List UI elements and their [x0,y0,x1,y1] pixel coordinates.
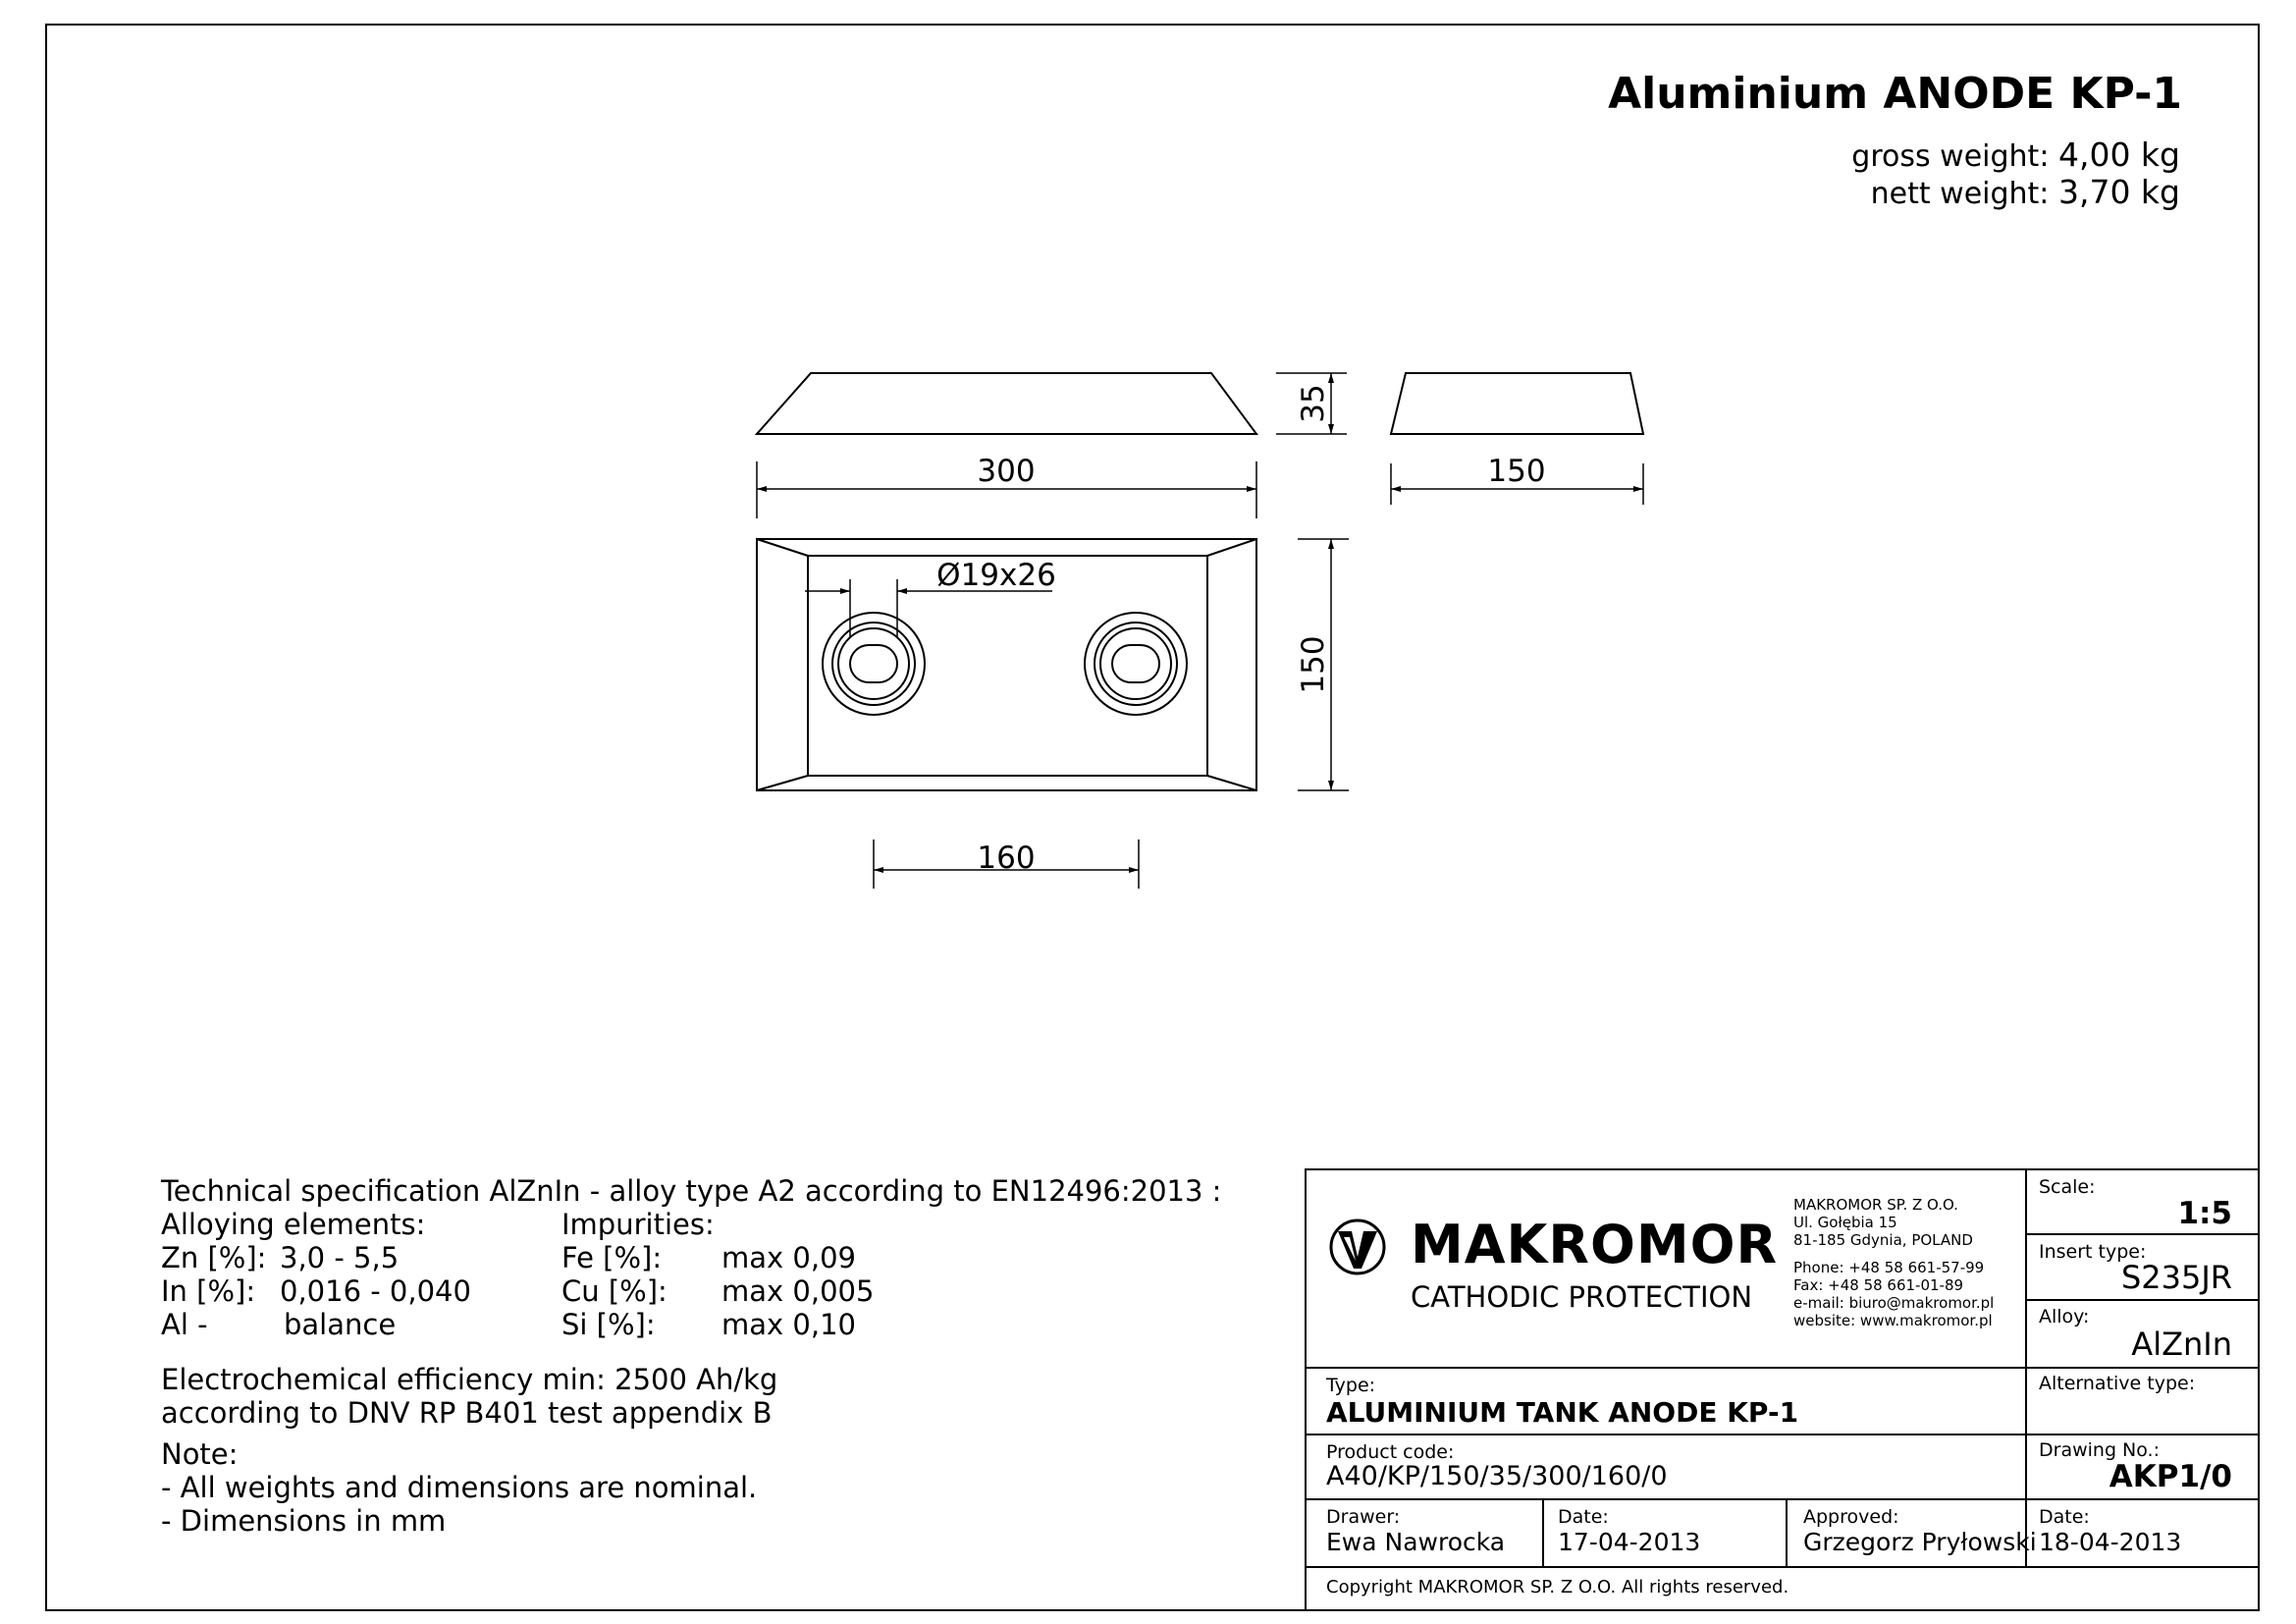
note-line-2: - Dimensions in mm [161,1504,447,1538]
side-view-outline [757,373,1256,434]
dim-hole-size: Ø19x26 [936,558,1056,593]
drawing-no-value: AKP1/0 [2109,1459,2232,1494]
dim-end-width: 150 [1487,454,1546,489]
insert-type-value: S235JR [2120,1259,2232,1296]
date-approved-value: 18-04-2013 [2039,1528,2182,1556]
alloy-value: AlZnIn [2131,1326,2232,1363]
date-drawn-value: 17-04-2013 [1558,1528,1701,1556]
impurity-si-value: max 0,10 [721,1308,856,1341]
address-line: Phone: +48 58 661-57-99 [1793,1259,1985,1276]
gross-weight-label: gross weight: [1851,139,2050,174]
dim-hole-spacing: 160 [977,840,1036,876]
address-line: MAKROMOR SP. Z O.O. [1793,1196,1958,1214]
hole-left [823,613,925,715]
approved-value: Grzegorz Pryłowski [1803,1528,2037,1556]
date-drawn-label: Date: [1558,1506,1609,1528]
nett-weight-label: nett weight: [1870,177,2050,211]
scale-label: Scale: [2039,1176,2096,1198]
address-line [1793,1249,1994,1259]
impurity-cu-value: max 0,005 [721,1274,875,1308]
alloy-zn-name: Zn [%]: [161,1241,267,1274]
type-value: ALUMINIUM TANK ANODE KP-1 [1326,1396,1799,1429]
alloy-in-name: In [%]: [161,1274,256,1308]
dim-length: 300 [977,454,1036,489]
alloy-zn-value: 3,0 - 5,5 [280,1241,400,1274]
alloy-al-name: Al - [161,1308,208,1341]
dim-top-width: 150 [1296,635,1331,694]
title-block [1305,1168,2260,1611]
drawer-label: Drawer: [1326,1506,1401,1528]
type-label: Type: [1326,1375,1376,1396]
copyright: Copyright MAKROMOR SP. Z O.O. All rights reserved. [1326,1577,1789,1597]
impurity-si-name: Si [%]: [561,1308,656,1341]
alloy-label: Alloy: [2039,1306,2090,1327]
makromor-logo-icon [1328,1218,1387,1276]
company-name: MAKROMOR [1411,1214,1779,1275]
note-heading: Note: [161,1437,239,1471]
alloy-al-value: balance [284,1308,397,1341]
alternative-type-label: Alternative type: [2039,1373,2196,1394]
alloy-in-value: 0,016 - 0,040 [280,1274,471,1308]
gross-weight-value: 4,00 kg [2057,135,2180,174]
address-line: 81-185 Gdynia, POLAND [1793,1231,1973,1249]
address-line: website: www.makromor.pl [1793,1312,1993,1329]
spec-heading: Technical specification AlZnIn - alloy type A2 according to EN12496:2013 : [161,1174,1222,1208]
date-approved-label: Date: [2039,1506,2090,1528]
company-address [1793,1196,1994,1329]
product-code-value: A40/KP/150/35/300/160/0 [1326,1461,1668,1491]
impurities-heading: Impurities: [561,1208,715,1241]
hole-right [1085,613,1187,715]
impurity-fe-name: Fe [%]: [561,1241,663,1274]
alloying-heading: Alloying elements: [161,1208,426,1241]
drawing-no-label: Drawing No.: [2039,1439,2160,1461]
scale-value: 1:5 [2177,1196,2232,1231]
impurity-fe-value: max 0,09 [721,1241,856,1274]
dim-height: 35 [1296,384,1331,423]
efficiency-line-1: Electrochemical efficiency min: 2500 Ah/kg [161,1363,778,1396]
company-subtitle: CATHODIC PROTECTION [1411,1280,1753,1314]
address-line: Fax: +48 58 661-01-89 [1793,1276,1964,1294]
note-line-1: - All weights and dimensions are nominal. [161,1471,758,1504]
address-line: e-mail: biuro@makromor.pl [1793,1294,1995,1312]
insert-type-label: Insert type: [2039,1241,2147,1263]
address-line: Ul. Gołębia 15 [1793,1214,1897,1231]
drawer-value: Ewa Nawrocka [1326,1528,1506,1556]
drawing-title: Aluminium ANODE KP-1 [1608,69,2182,119]
efficiency-line-2: according to DNV RP B401 test appendix B [161,1396,773,1430]
end-view-outline [1391,373,1643,434]
impurity-cu-name: Cu [%]: [561,1274,667,1308]
approved-label: Approved: [1803,1506,1899,1528]
nett-weight-value: 3,70 kg [2057,173,2180,211]
product-code-label: Product code: [1326,1441,1455,1463]
